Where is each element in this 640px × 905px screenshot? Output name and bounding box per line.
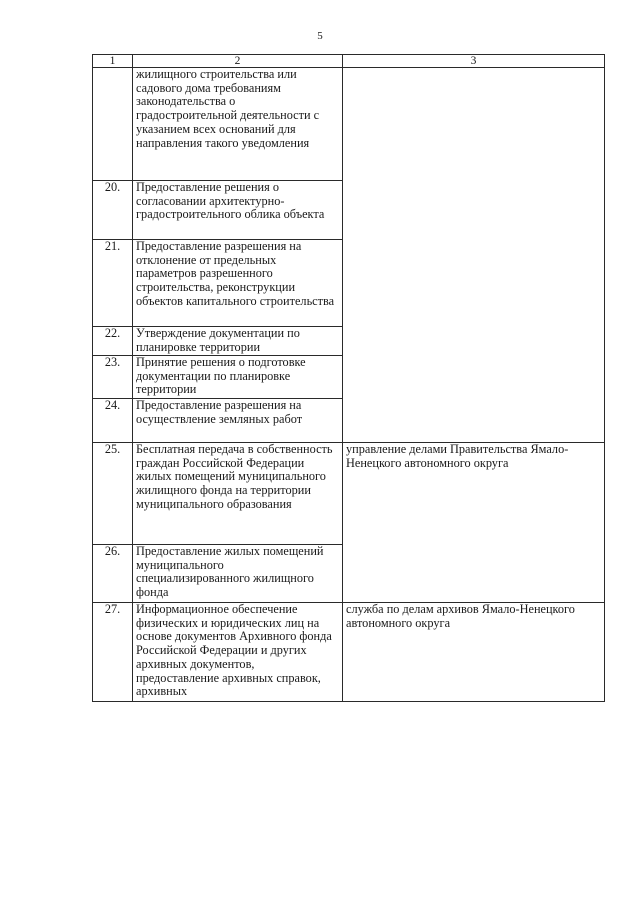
responsible-organ bbox=[343, 68, 605, 443]
row-number: 20. bbox=[93, 181, 133, 240]
table-row bbox=[93, 603, 605, 702]
page-number: 5 bbox=[317, 30, 323, 42]
row-number: 26. bbox=[93, 545, 133, 603]
service-name: Бесплатная передача в собственность граждан Российской Федерации жилых помещений муниципального жилищного фонда на территории муниципального образования bbox=[133, 443, 343, 545]
table-header bbox=[93, 55, 605, 68]
responsible-organ: служба по делам архивов Ямало-Ненецкого автономного округа bbox=[343, 603, 605, 702]
service-name: Предоставление решения о согласовании архитектурно-градостроительного облика объекта bbox=[133, 181, 343, 240]
row-number: 21. bbox=[93, 240, 133, 327]
header-col-2: 2 bbox=[133, 55, 343, 68]
header-col-3: 3 bbox=[343, 55, 605, 68]
row-number bbox=[93, 68, 133, 181]
service-name: Предоставление жилых помещений муниципального специализированного жилищного фонда bbox=[133, 545, 343, 603]
service-name: Предоставление разрешения на отклонение от предельных параметров разрешенного строительства, реконструкции объектов капитального строительства bbox=[133, 240, 343, 327]
table-row bbox=[93, 68, 605, 181]
services-table bbox=[92, 54, 605, 702]
row-number: 22. bbox=[93, 327, 133, 356]
service-name: Принятие решения о подготовке документации по планировке территории bbox=[133, 356, 343, 399]
row-number: 24. bbox=[93, 399, 133, 443]
header-col-1: 1 bbox=[93, 55, 133, 68]
row-number: 25. bbox=[93, 443, 133, 545]
responsible-organ: управление делами Правительства Ямало-Ненецкого автономного округа bbox=[343, 443, 605, 603]
service-name: Информационное обеспечение физических и юридических лиц на основе документов Архивного фонда Российской Федерации и других архивных документов, предоставление архивных справок, архивных bbox=[133, 603, 343, 702]
service-name: Предоставление разрешения на осуществление земляных работ bbox=[133, 399, 343, 443]
service-name: жилищного строительства или садового дома требованиям законодательства о градостроительной деятельности с указанием всех оснований для направления такого уведомления bbox=[133, 68, 343, 181]
row-number: 27. bbox=[93, 603, 133, 702]
row-number: 23. bbox=[93, 356, 133, 399]
service-name: Утверждение документации по планировке территории bbox=[133, 327, 343, 356]
table-row bbox=[93, 443, 605, 545]
